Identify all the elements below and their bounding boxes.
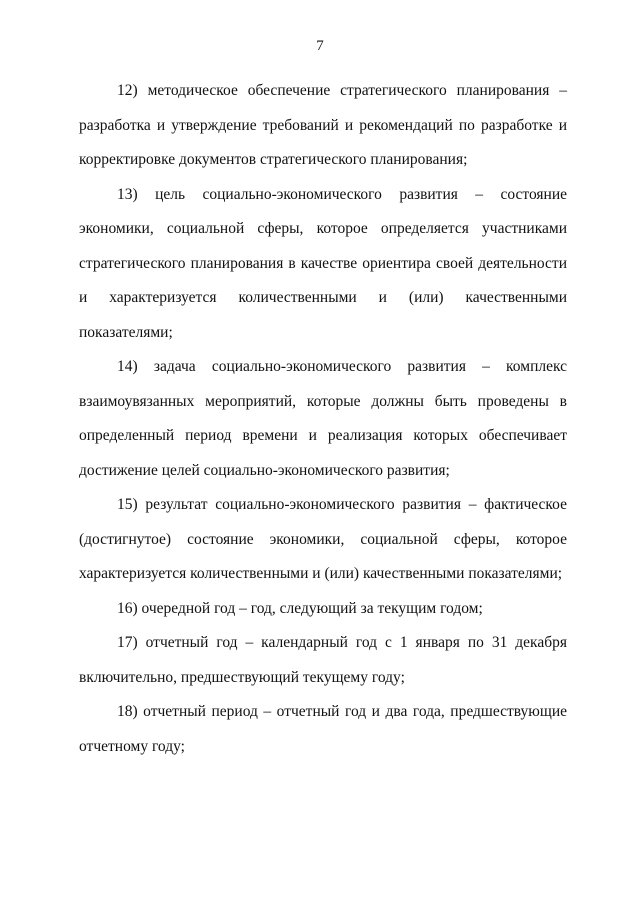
definition-paragraph-12: 12) методическое обеспечение стратегического планирования – разработка и утверждение требований и рекомендаций по разработке и корректировке документов стратегического планирования; — [79, 82, 567, 168]
document-body — [79, 74, 567, 764]
definition-paragraph-17: 17) отчетный год – календарный год с 1 января по 31 декабря включительно, предшествующий текущему году; — [79, 634, 567, 686]
definition-paragraph-14: 14) задача социально-экономического развития – комплекс взаимоувязанных мероприятий, которые должны быть проведены в определенный период времени и реализация которых обеспечивает достижение целей социально-экономического развития; — [79, 358, 567, 479]
definition-paragraph-13: 13) цель социально-экономического развития – состояние экономики, социальной сферы, которое определяется участниками стратегического планирования в качестве ориентира своей деятельности и характеризуется количественными и (или) качественными показателями; — [79, 185, 567, 341]
definition-paragraph-16: 16) очередной год – год, следующий за текущим годом; — [117, 599, 483, 617]
definition-paragraph-15: 15) результат социально-экономического развития – фактическое (достигнутое) состояние экономики, социальной сферы, которое характеризуется количественными и (или) качественными показателями; — [79, 496, 567, 582]
page-number: 7 — [316, 38, 324, 54]
definition-paragraph-18: 18) отчетный период – отчетный год и два года, предшествующие отчетному году; — [79, 703, 567, 755]
